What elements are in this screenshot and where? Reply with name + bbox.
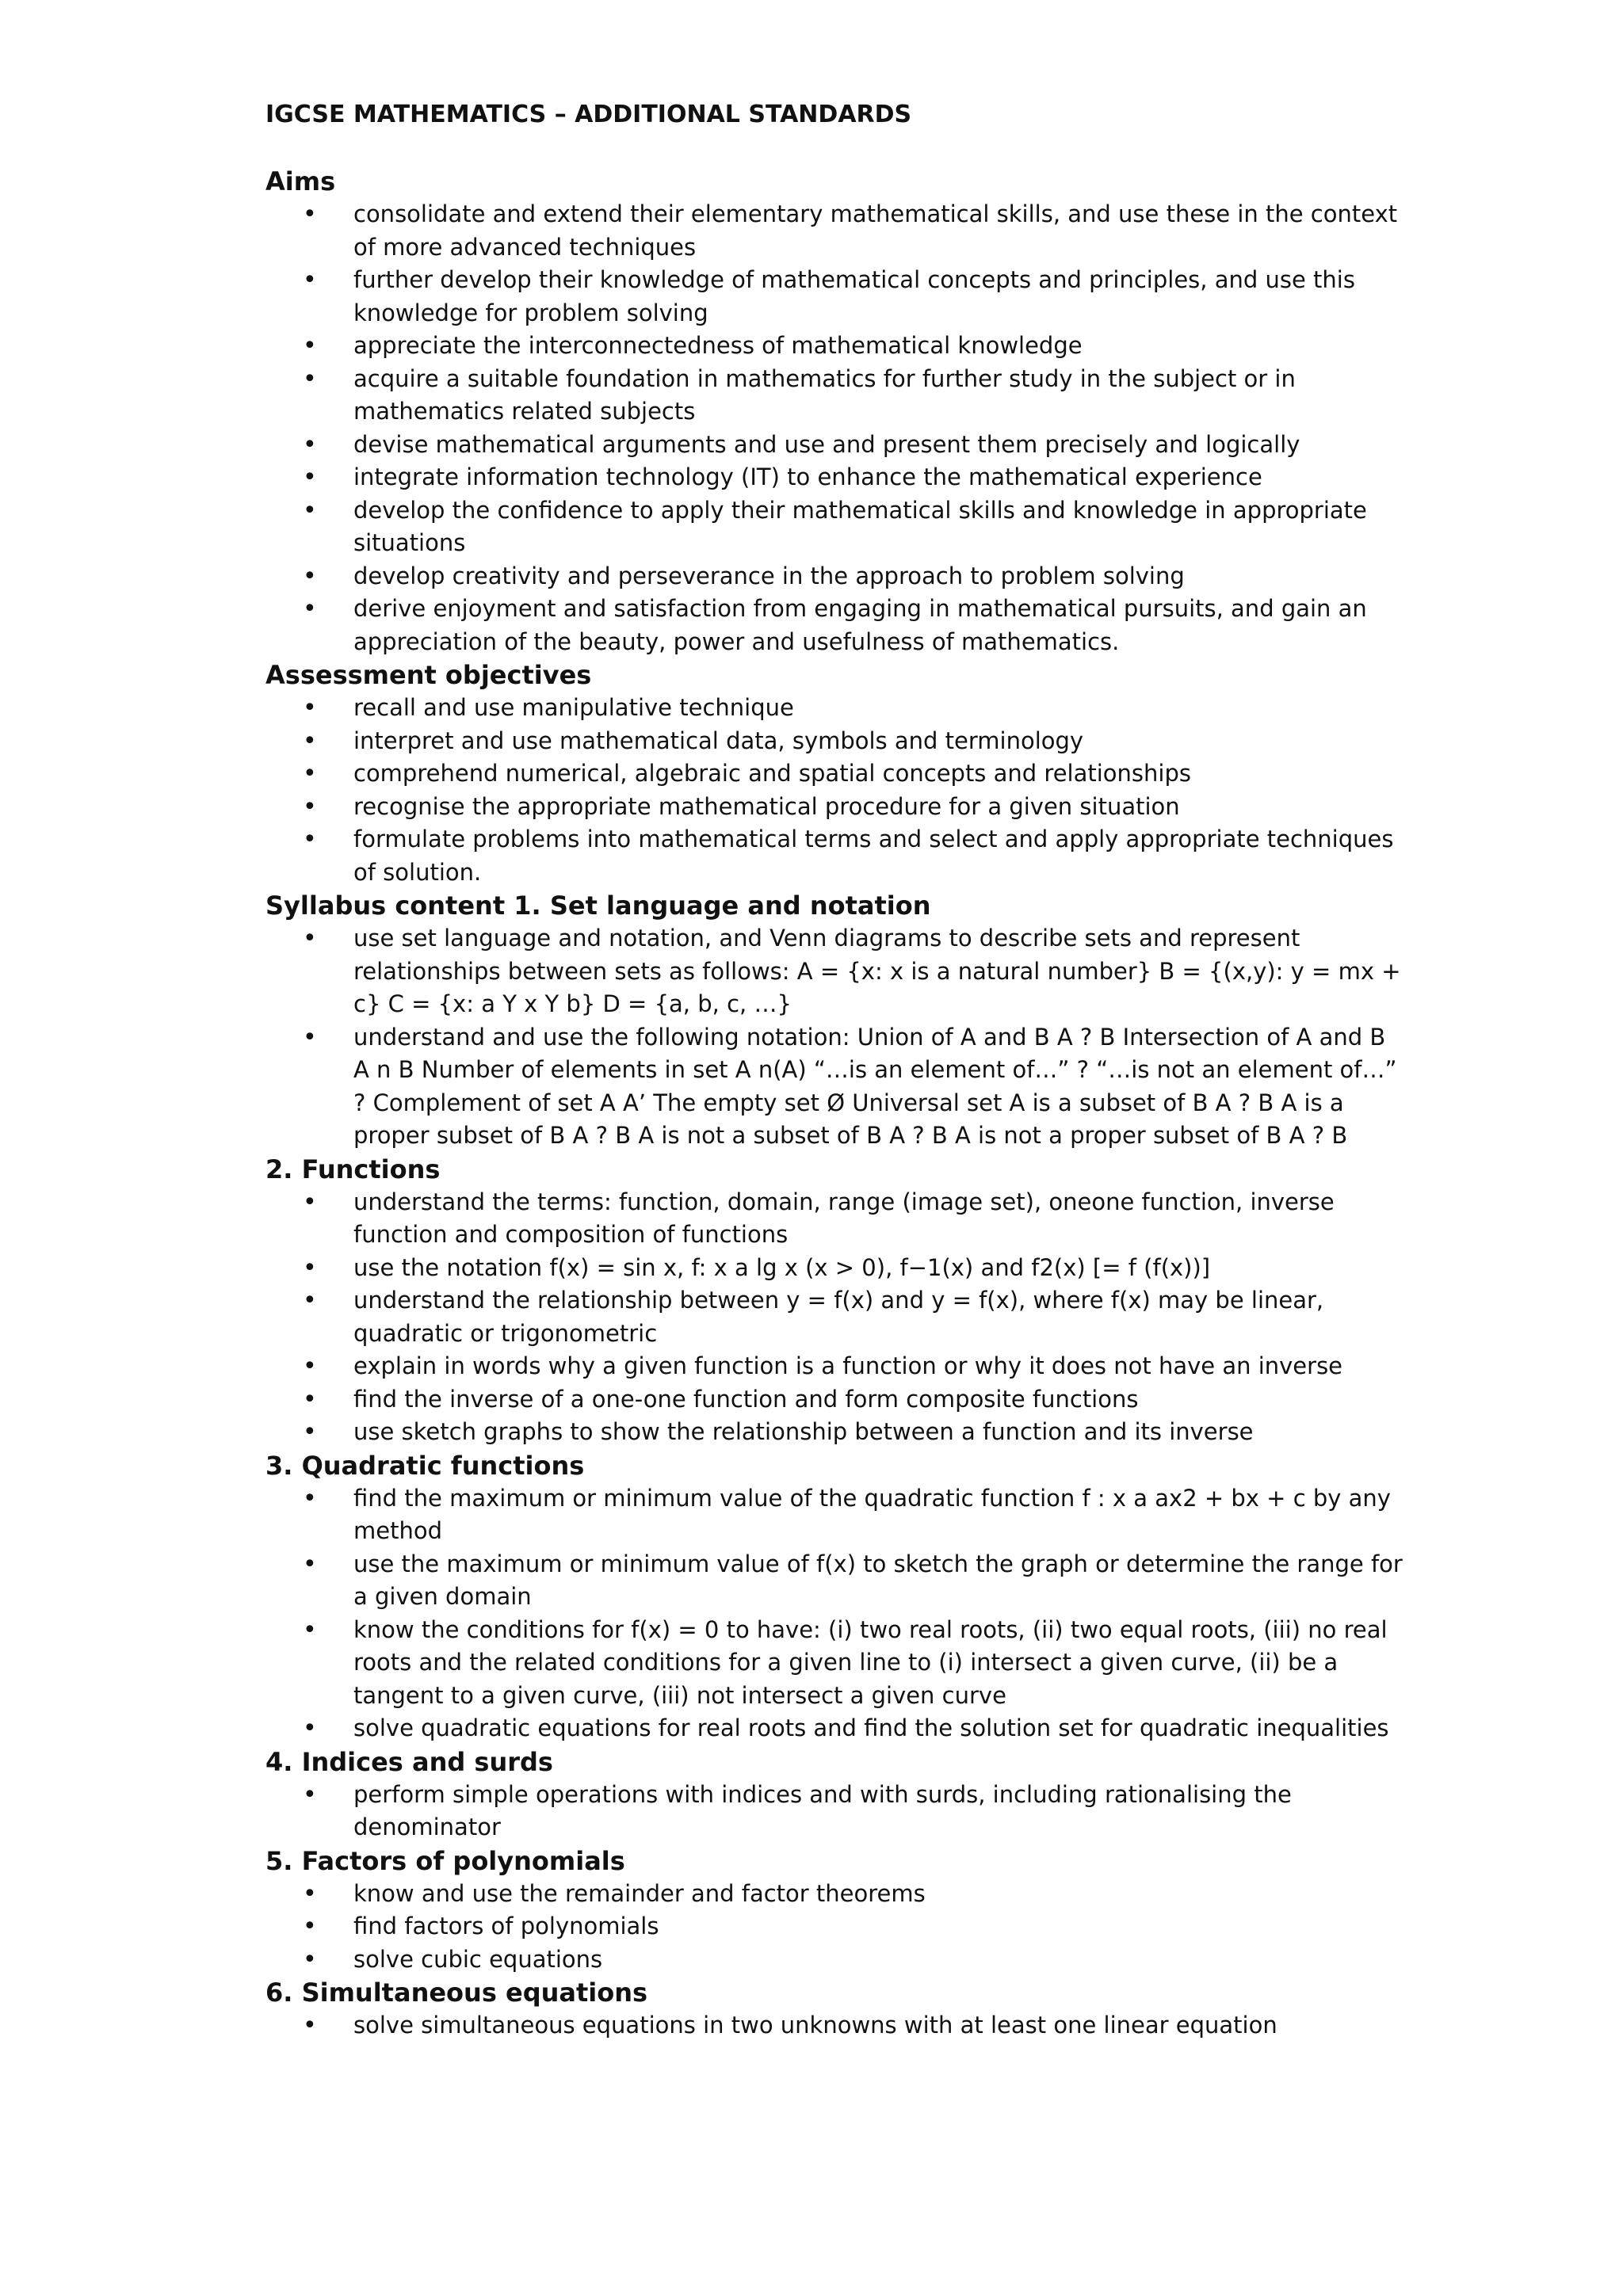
bullet-icon: • xyxy=(303,1550,317,1578)
bullet-icon: • xyxy=(303,332,317,360)
bullet-icon: • xyxy=(303,562,317,590)
list-item xyxy=(265,1910,1407,1943)
list-item-text: appreciate the interconnectedness of mathematical knowledge xyxy=(353,332,1083,359)
list-item xyxy=(265,593,1407,658)
list-item-text: solve cubic equations xyxy=(353,1945,603,1973)
list-item xyxy=(265,823,1407,889)
list-item xyxy=(265,1548,1407,1614)
list-item xyxy=(265,330,1407,363)
bullet-icon: • xyxy=(303,1287,317,1314)
list-item-text: know and use the remainder and factor theorems xyxy=(353,1879,926,1907)
list-item-text: explain in words why a given function is a function or why it does not have an inverse xyxy=(353,1352,1343,1379)
bullet-list xyxy=(265,1779,1407,1844)
bullet-icon: • xyxy=(303,1418,317,1446)
bullet-list xyxy=(265,692,1407,889)
list-item xyxy=(265,363,1407,429)
bullet-icon: • xyxy=(303,1352,317,1380)
list-item-text: use the maximum or minimum value of f(x) to sketch the graph or determine the range for a given domain xyxy=(353,1550,1403,1610)
list-item-text: further develop their knowledge of mathematical concepts and principles, and use this knowledge for problem solving xyxy=(353,266,1355,326)
list-item-text: understand and use the following notation: Union of A and B A ? B Intersection of A and B A n B Number of elements in set A n(A) “…is an element of…” ? “…is not an element of…” ? Complement of set A A’ The empty set Ø Universal set A is a subset of B A ? B A is a proper subset of B A ? B A is not a subset of B A ? B A is not a proper subset of B A ? B xyxy=(353,1023,1397,1149)
section-heading: Assessment objectives xyxy=(265,660,592,690)
section xyxy=(265,1153,1407,1449)
bullet-icon: • xyxy=(303,1385,317,1413)
list-item-text: find the maximum or minimum value of the quadratic function f : x a ax2 + bx + c by any method xyxy=(353,1484,1391,1544)
list-item-text: devise mathematical arguments and use and present them precisely and logically xyxy=(353,430,1300,458)
list-item-text: integrate information technology (IT) to enhance the mathematical experience xyxy=(353,463,1262,490)
bullet-icon: • xyxy=(303,1253,317,1282)
bullet-list xyxy=(265,2009,1407,2042)
bullet-icon: • xyxy=(303,496,317,524)
bullet-icon: • xyxy=(303,2012,317,2039)
list-item-text: understand the relationship between y = f(x) and y = f(x), where f(x) may be linear, quadratic or trigonometric xyxy=(353,1287,1324,1347)
list-item xyxy=(265,1482,1407,1548)
list-item-text: solve quadratic equations for real roots and find the solution set for quadratic inequalities xyxy=(353,1714,1389,1741)
list-item xyxy=(265,1943,1407,1977)
document-title: IGCSE MATHEMATICS – ADDITIONAL STANDARDS xyxy=(265,101,912,128)
bullet-icon: • xyxy=(303,925,317,952)
bullet-icon: • xyxy=(303,200,317,228)
list-item xyxy=(265,264,1407,330)
list-item xyxy=(265,1021,1407,1153)
bullet-icon: • xyxy=(303,1945,317,1974)
bullet-list xyxy=(265,1482,1407,1745)
list-item-text: consolidate and extend their elementary mathematical skills, and use these in the context of more advanced techniques xyxy=(353,200,1398,261)
section-heading: Aims xyxy=(265,166,336,196)
section-heading: 5. Factors of polynomials xyxy=(265,1845,625,1876)
section-heading: 3. Quadratic functions xyxy=(265,1450,585,1481)
bullet-icon: • xyxy=(303,694,317,722)
list-item xyxy=(265,2009,1407,2042)
list-item xyxy=(265,461,1407,494)
list-item xyxy=(265,1252,1407,1285)
list-item xyxy=(265,692,1407,725)
list-item xyxy=(265,1284,1407,1350)
section xyxy=(265,165,1407,658)
section xyxy=(265,658,1407,889)
section xyxy=(265,1976,1407,2042)
list-item-text: find the inverse of a one-one function and form composite functions xyxy=(353,1385,1139,1413)
bullet-icon: • xyxy=(303,727,317,755)
list-item xyxy=(265,1779,1407,1844)
list-item xyxy=(265,1712,1407,1745)
list-item xyxy=(265,429,1407,462)
list-item-text: recall and use manipulative technique xyxy=(353,694,794,721)
bullet-icon: • xyxy=(303,792,317,821)
list-item-text: formulate problems into mathematical terms and select and apply appropriate techniques of solution. xyxy=(353,826,1394,886)
section-heading: 4. Indices and surds xyxy=(265,1746,553,1777)
list-item-text: understand the terms: function, domain, range (image set), oneone function, inverse function and composition of functions xyxy=(353,1188,1335,1248)
list-item-text: interpret and use mathematical data, symbols and terminology xyxy=(353,727,1084,754)
list-item-text: acquire a suitable foundation in mathematics for further study in the subject or in mathematics related subjects xyxy=(353,364,1296,425)
bullet-list xyxy=(265,1186,1407,1449)
section xyxy=(265,889,1407,1153)
list-item xyxy=(265,1614,1407,1713)
list-item-text: use set language and notation, and Venn diagrams to describe sets and represent relationships between sets as follows: A = {x: x is a natural number} B = {(x,y): y = mx + c} C = {x: a Y x Y b} D = {a, b, c, …} xyxy=(353,925,1401,1017)
bullet-icon: • xyxy=(303,463,317,491)
bullet-icon: • xyxy=(303,430,317,459)
list-item xyxy=(265,1186,1407,1252)
list-item xyxy=(265,494,1407,560)
section-heading: 6. Simultaneous equations xyxy=(265,1978,648,2008)
list-item-text: develop the confidence to apply their mathematical skills and knowledge in appropriate situations xyxy=(353,496,1367,556)
list-item-text: solve simultaneous equations in two unknowns with at least one linear equation xyxy=(353,2012,1277,2039)
bullet-icon: • xyxy=(303,266,317,294)
section xyxy=(265,1449,1407,1745)
document-body xyxy=(265,165,1407,2042)
list-item-text: use sketch graphs to show the relationship between a function and its inverse xyxy=(353,1418,1254,1445)
list-item xyxy=(265,560,1407,593)
bullet-icon: • xyxy=(303,1615,317,1644)
bullet-icon: • xyxy=(303,1714,317,1742)
list-item-text: know the conditions for f(x) = 0 to have: (i) two real roots, (ii) two equal roots, (iii) no real roots and the related conditions for a given line to (i) intersect a given curve, (ii) be a tangent to a given curve, (iii) not intersect a given curve xyxy=(353,1615,1388,1709)
list-item-text: find factors of polynomials xyxy=(353,1913,659,1939)
bullet-icon: • xyxy=(303,826,317,853)
section xyxy=(265,1844,1407,1977)
section xyxy=(265,1745,1407,1844)
list-item xyxy=(265,757,1407,791)
list-item xyxy=(265,1416,1407,1449)
list-item-text: derive enjoyment and satisfaction from engaging in mathematical pursuits, and gain an appreciation of the beauty, power and usefulness of mathematics. xyxy=(353,595,1367,655)
bullet-icon: • xyxy=(303,760,317,788)
bullet-icon: • xyxy=(303,1188,317,1216)
bullet-list xyxy=(265,1878,1407,1977)
list-item xyxy=(265,725,1407,758)
bullet-list xyxy=(265,922,1407,1153)
list-item xyxy=(265,1350,1407,1383)
list-item xyxy=(265,1383,1407,1417)
list-item xyxy=(265,1878,1407,1911)
section-heading: 2. Functions xyxy=(265,1154,441,1184)
list-item-text: recognise the appropriate mathematical procedure for a given situation xyxy=(353,792,1180,820)
bullet-icon: • xyxy=(303,1913,317,1940)
list-item xyxy=(265,791,1407,824)
bullet-list xyxy=(265,198,1407,658)
list-item xyxy=(265,922,1407,1021)
list-item-text: perform simple operations with indices and with surds, including rationalising the denominator xyxy=(353,1780,1292,1840)
list-item-text: use the notation f(x) = sin x, f: x a lg x (x > 0), f−1(x) and f2(x) [= f (f(x))] xyxy=(353,1253,1211,1281)
bullet-icon: • xyxy=(303,1780,317,1809)
section-heading: Syllabus content 1. Set language and notation xyxy=(265,891,931,921)
bullet-icon: • xyxy=(303,1879,317,1908)
bullet-icon: • xyxy=(303,1023,317,1051)
document-page xyxy=(265,98,1407,2042)
list-item-text: develop creativity and perseverance in the approach to problem solving xyxy=(353,562,1185,589)
list-item-text: comprehend numerical, algebraic and spatial concepts and relationships xyxy=(353,760,1191,787)
bullet-icon: • xyxy=(303,364,317,393)
bullet-icon: • xyxy=(303,1484,317,1512)
list-item xyxy=(265,198,1407,264)
bullet-icon: • xyxy=(303,595,317,623)
